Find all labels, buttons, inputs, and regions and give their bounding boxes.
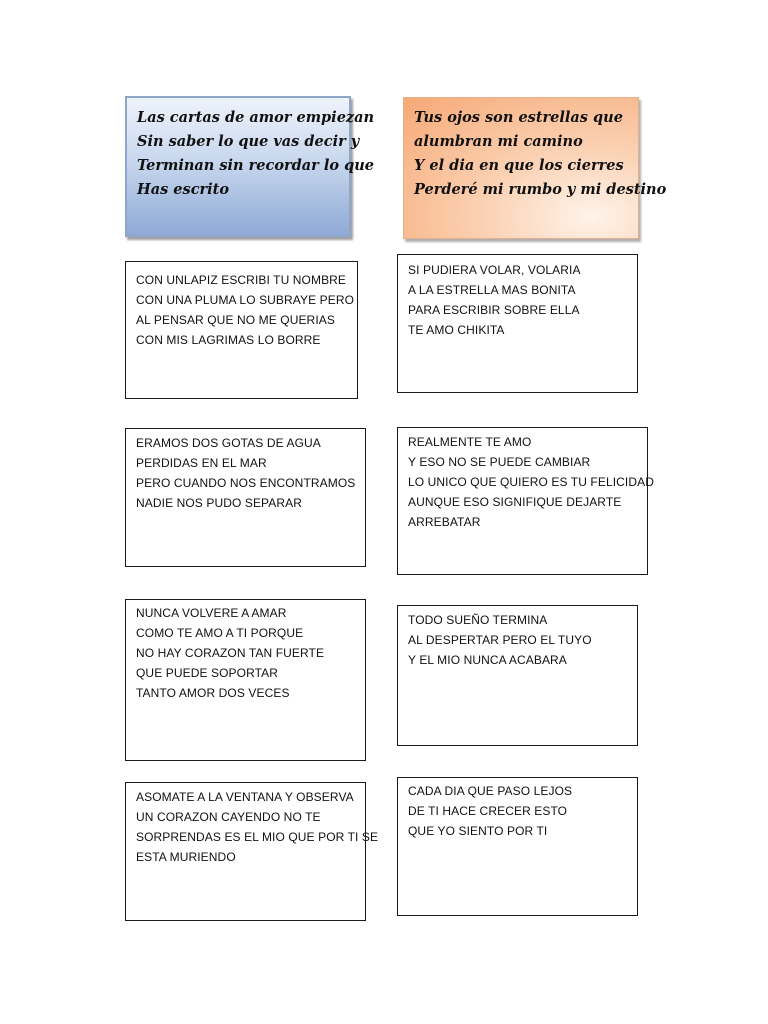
poem-box-8	[397, 777, 638, 916]
poem-line: Y EL MIO NUNCA ACABARA	[408, 653, 567, 667]
poem-line: QUE YO SIENTO POR TI	[408, 824, 548, 838]
poem-line: NADIE NOS PUDO SEPARAR	[136, 496, 303, 510]
poem-line: CON UNA PLUMA LO SUBRAYE PERO	[136, 293, 355, 307]
poem-line: QUE PUEDE SOPORTAR	[136, 666, 279, 680]
header-left-line: Terminan sin recordar lo que	[137, 157, 374, 174]
poem-line: AUNQUE ESO SIGNIFIQUE DEJARTE	[408, 495, 622, 509]
header-left-line: Sin saber lo que vas decir y	[137, 133, 360, 150]
header-left-line: Has escrito	[137, 181, 230, 198]
poem-line: TANTO AMOR DOS VECES	[136, 686, 290, 700]
poem-line: LO UNICO QUE QUIERO ES TU FELICIDAD	[408, 475, 654, 489]
header-right-line: Y el dia en que los cierres	[414, 157, 624, 174]
poem-box-4	[397, 427, 654, 575]
poem-box-1	[125, 261, 358, 399]
poem-line: ARREBATAR	[408, 515, 481, 529]
poem-line: DE TI HACE CRECER ESTO	[408, 804, 568, 818]
poem-line: PERDIDAS EN EL MAR	[136, 456, 267, 470]
poem-line: NUNCA VOLVERE A AMAR	[136, 606, 287, 620]
poem-line: NO HAY CORAZON TAN FUERTE	[136, 646, 325, 660]
header-box-left	[125, 96, 375, 237]
poem-line: A LA ESTRELLA MAS BONITA	[408, 283, 576, 297]
poem-line: CON UNLAPIZ ESCRIBI TU NOMBRE	[136, 273, 347, 287]
poem-line: COMO TE AMO A TI PORQUE	[136, 626, 304, 640]
poem-line: ASOMATE A LA VENTANA Y OBSERVA	[136, 790, 354, 804]
poem-line: Y ESO NO SE PUEDE CAMBIAR	[408, 455, 591, 469]
poem-line: SORPRENDAS ES EL MIO QUE POR TI SE	[136, 830, 379, 844]
poem-line: TE AMO CHIKITA	[408, 323, 505, 337]
poem-line: UN CORAZON CAYENDO NO TE	[136, 810, 321, 824]
poem-box-2	[397, 254, 638, 393]
poem-line: ESTA MURIENDO	[136, 850, 236, 864]
poem-line: ERAMOS DOS GOTAS DE AGUA	[136, 436, 321, 450]
poem-line: AL DESPERTAR PERO EL TUYO	[408, 633, 592, 647]
header-right-line: Tus ojos son estrellas que	[414, 109, 623, 126]
poem-line: PERO CUANDO NOS ENCONTRAMOS	[136, 476, 356, 490]
header-right-line: alumbran mi camino	[414, 133, 583, 150]
header-left-line: Las cartas de amor empiezan	[137, 109, 375, 126]
header-box-right	[403, 97, 667, 239]
poem-line: TODO SUEÑO TERMINA	[408, 613, 548, 627]
poem-line: CON MIS LAGRIMAS LO BORRE	[136, 333, 321, 347]
poem-box-7	[125, 782, 379, 921]
poem-line: PARA ESCRIBIR SOBRE ELLA	[408, 303, 580, 317]
poem-box-3	[125, 428, 366, 567]
poem-line: CADA DIA QUE PASO LEJOS	[408, 784, 573, 798]
poem-line: SI PUDIERA VOLAR, VOLARIA	[408, 263, 581, 277]
poem-box-6	[397, 605, 638, 746]
poem-line: REALMENTE TE AMO	[408, 435, 532, 449]
poem-line: AL PENSAR QUE NO ME QUERIAS	[136, 313, 335, 327]
header-right-line: Perderé mi rumbo y mi destino	[414, 181, 667, 198]
poem-box-5	[125, 599, 366, 761]
